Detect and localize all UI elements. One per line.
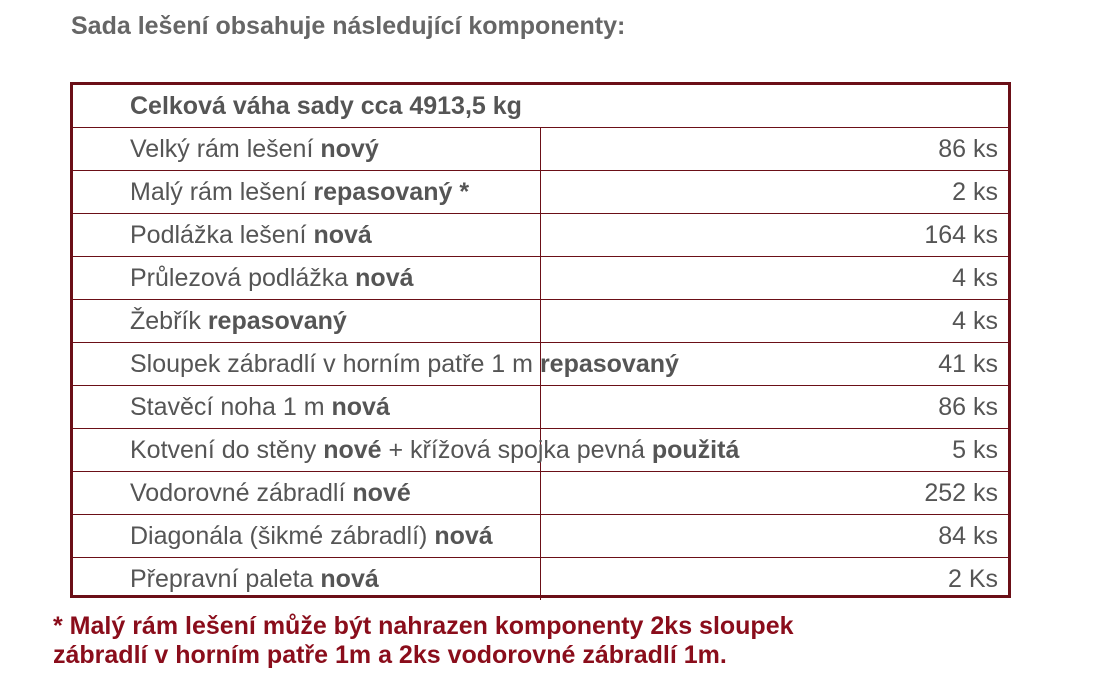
component-state: nová [434, 522, 493, 550]
component-state: nová [355, 264, 414, 292]
component-cell [73, 343, 679, 386]
component-name: Stavěcí noha 1 m [130, 393, 325, 421]
table-row [73, 214, 1008, 257]
total-weight-label: Celková váha sady cca 4913,5 kg [73, 85, 1008, 128]
component-cell [73, 515, 541, 558]
footnote-line-2: zábradlí v horním patře 1m a 2ks vodorovné zábradlí 1m. [53, 641, 727, 669]
component-state: repasovaný [207, 307, 347, 335]
table-row [73, 128, 1008, 171]
component-cell [73, 257, 541, 300]
component-name: Velký rám lešení [130, 135, 314, 163]
quantity-cell: 252 ks [541, 472, 1009, 515]
component-state: nové [323, 436, 382, 464]
component-cell [73, 128, 541, 171]
footnote [53, 612, 1083, 670]
quantity-cell: 164 ks [541, 214, 1009, 257]
quantity-cell: 4 ks [541, 257, 1009, 300]
table-row [73, 558, 1008, 601]
table-row [73, 171, 1008, 214]
page-heading: Sada lešení obsahuje následující komponenty: [71, 12, 626, 40]
component-name: Žebřík [130, 307, 201, 335]
component-name: Průlezová podlážka [130, 264, 349, 292]
components-table [73, 85, 1008, 600]
component-name: Přepravní paleta [130, 565, 314, 593]
component-state: nová [320, 565, 379, 593]
table-row [73, 343, 1008, 386]
quantity-cell: 2 ks [541, 171, 1009, 214]
component-cell [73, 429, 740, 472]
table-row [73, 386, 1008, 429]
component-cell [73, 214, 541, 257]
component-state: repasovaný [539, 350, 679, 378]
table-row-total [73, 85, 1008, 128]
component-cell [73, 472, 541, 515]
table-row [73, 515, 1008, 558]
table-row [73, 429, 1008, 472]
quantity-cell: 84 ks [541, 515, 1009, 558]
quantity-cell: 5 ks [541, 429, 1009, 472]
component-extra: + křížová spojka pevná [388, 436, 645, 464]
table-row [73, 472, 1008, 515]
component-cell [73, 171, 541, 214]
component-name: Vodorovné zábradlí [130, 479, 346, 507]
component-state: nová [313, 221, 372, 249]
component-name: Podlážka lešení [130, 221, 307, 249]
quantity-cell: 41 ks [541, 343, 1009, 386]
quantity-cell: 86 ks [541, 128, 1009, 171]
components-table-frame [70, 82, 1011, 598]
component-name: Diagonála (šikmé zábradlí) [130, 522, 428, 550]
component-cell [73, 300, 541, 343]
component-cell [73, 558, 541, 601]
quantity-cell: 4 ks [541, 300, 1009, 343]
component-name: Sloupek zábradlí v horním patře 1 m [130, 350, 533, 378]
quantity-cell: 86 ks [541, 386, 1009, 429]
component-state: nový [320, 135, 379, 163]
component-cell [73, 386, 541, 429]
component-name: Malý rám lešení [130, 178, 307, 206]
quantity-cell: 2 Ks [541, 558, 1009, 601]
footnote-line-1: * Malý rám lešení může být nahrazen komponenty 2ks sloupek [53, 612, 794, 640]
component-state: nové [352, 479, 411, 507]
table-row [73, 257, 1008, 300]
component-state: repasovaný * [313, 178, 470, 206]
table-row [73, 300, 1008, 343]
component-state-extra: použitá [651, 436, 740, 464]
component-name: Kotvení do stěny [130, 436, 317, 464]
component-state: nová [331, 393, 390, 421]
